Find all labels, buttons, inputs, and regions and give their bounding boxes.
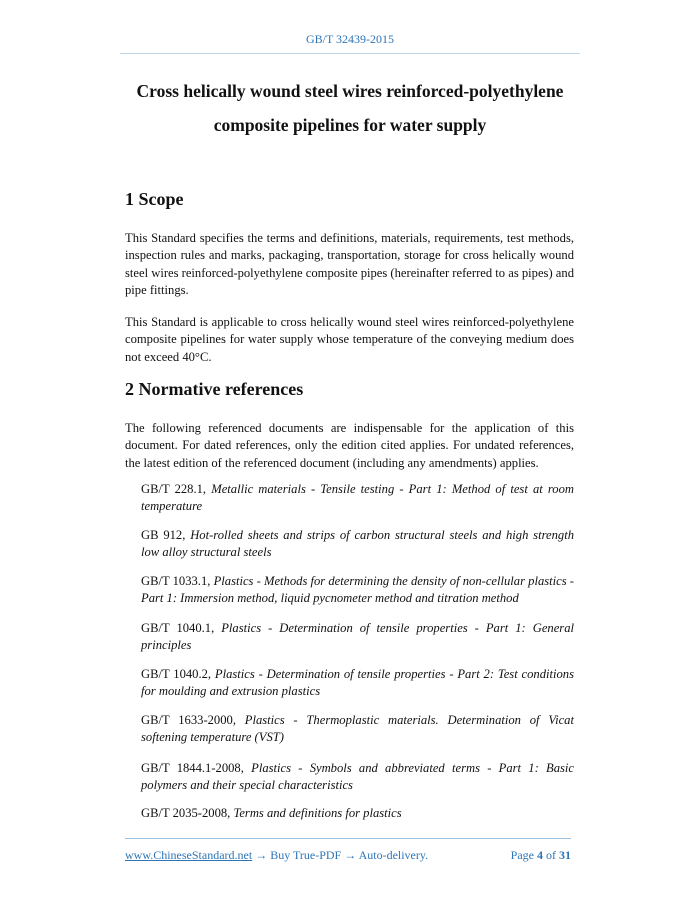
paragraph: The following referenced documents are indispensable for the application of this document. For dated references, only the edition cited applies. For undated references, the latest edition of the referenced document (including any amendments) applies.	[125, 421, 574, 470]
reference-item	[141, 573, 574, 608]
reference-code: GB/T 1040.1,	[141, 621, 222, 635]
reference-title: Terms and definitions for plastics	[233, 806, 402, 820]
section-heading-scope: 1 Scope	[125, 189, 184, 209]
reference-item	[141, 527, 574, 562]
page-indicator	[511, 848, 571, 863]
header-standard-code: GB/T 32439-2015	[305, 32, 395, 46]
reference-code: GB/T 1633-2000,	[141, 713, 245, 727]
reference-item	[141, 712, 574, 747]
page-label: Page	[510, 848, 537, 862]
reference-code: GB/T 1844.1-2008,	[141, 761, 252, 775]
website-link[interactable]: www.ChineseStandard.net	[125, 848, 253, 862]
page-total: 31	[559, 848, 571, 862]
reference-title: Plastics - Determination of tensile properties - Part 2: Test conditions for moulding and extrusion plastics	[141, 667, 574, 699]
footer-promo: → Buy True-PDF → Auto-delivery.	[252, 848, 429, 862]
reference-item	[141, 666, 574, 701]
reference-title: Hot-rolled sheets and strips of carbon structural steels and high strength low alloy structural steels	[141, 528, 574, 560]
reference-code: GB/T 1040.2,	[141, 667, 215, 681]
title-line-2: composite pipelines for water supply	[213, 115, 487, 135]
reference-item	[141, 760, 574, 795]
footer	[125, 848, 571, 863]
page-of: of	[543, 848, 559, 862]
reference-code: GB 912,	[141, 528, 191, 542]
reference-title: Plastics - Symbols and abbreviated terms - Part 1: Basic polymers and their special characteristics	[141, 761, 575, 793]
reference-code: GB/T 228.1,	[141, 482, 212, 496]
title-line-1: Cross helically wound steel wires reinforced-polyethylene	[136, 81, 564, 101]
reference-title: Plastics - Thermoplastic materials. Determination of Vicat softening temperature (VST)	[141, 713, 574, 745]
reference-title: Metallic materials - Tensile testing - Part 1: Method of test at room temperature	[141, 482, 574, 514]
reference-code: GB/T 2035-2008,	[141, 806, 234, 820]
header-divider	[120, 53, 580, 54]
reference-title: Plastics - Methods for determining the density of non-cellular plastics - Part 1: Immersion method, liquid pycnometer method and titration method	[141, 574, 574, 606]
footer-divider	[125, 838, 571, 839]
section-heading-normative-references: 2 Normative references	[125, 379, 304, 399]
reference-item	[141, 481, 574, 516]
reference-title: Plastics - Determination of tensile properties - Part 1: General principles	[141, 621, 574, 653]
reference-item	[141, 805, 574, 822]
reference-item	[141, 620, 574, 655]
document-title	[100, 74, 600, 142]
reference-code: GB/T 1033.1,	[141, 574, 214, 588]
page-current: 4	[537, 848, 543, 862]
paragraph: This Standard is applicable to cross helically wound steel wires reinforced-polyethylene composite pipelines for water supply whose temperature of the conveying medium does not exceed 40°C.	[125, 315, 574, 364]
paragraph: This Standard specifies the terms and definitions, materials, requirements, test methods, inspection rules and marks, packaging, transportation, storage for cross helically wound steel wires reinforced-polyethylene composite pipes (hereinafter referred to as pipes) and pipe fittings.	[125, 231, 574, 297]
